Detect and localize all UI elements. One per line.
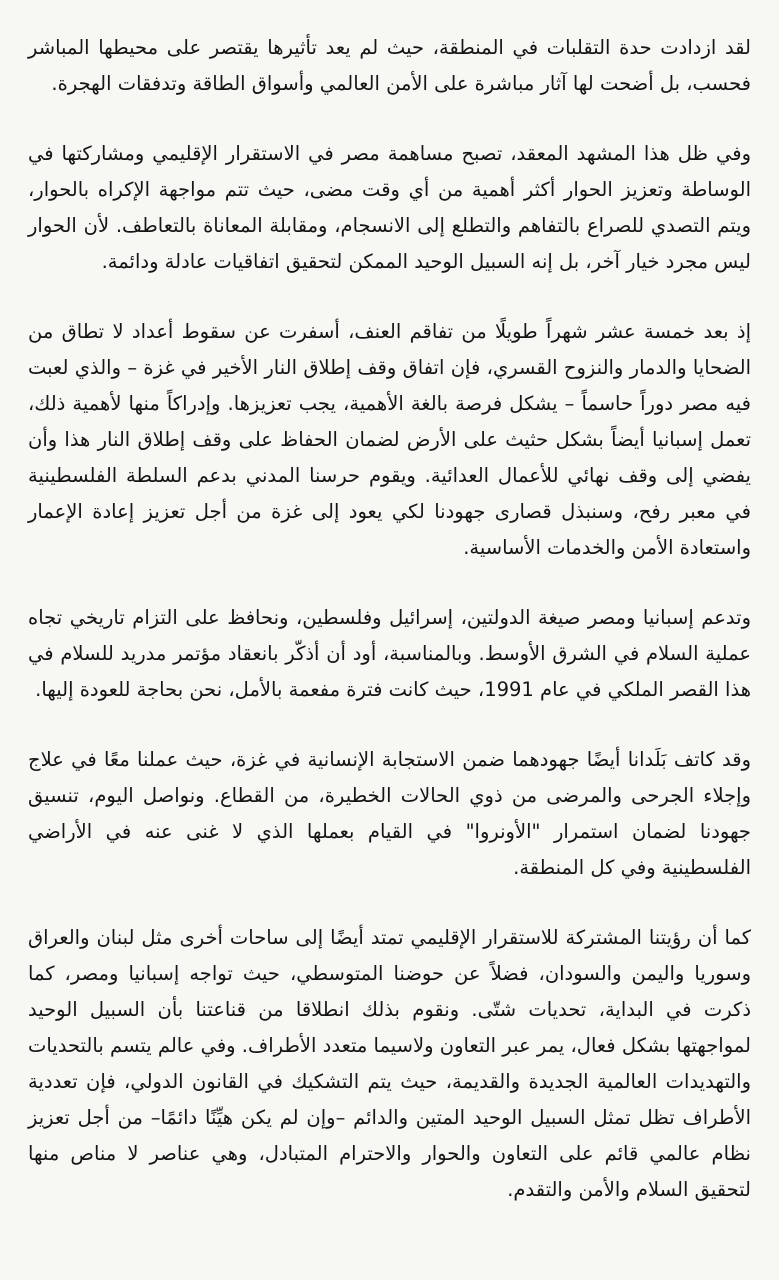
paragraph-volatility: لقد ازدادت حدة التقلبات في المنطقة، حيث لم يعد تأثيرها يقتصر على محيطها المباشر فحسب، بل أضحت لها آثار مباشرة على الأمن العالمي وأسواق الطاقة وتدفقات الهجرة. (28, 36, 751, 95)
paragraph-humanitarian: وقد كاتف بَلَدانا أيضًا جهودهما ضمن الاستجابة الإنسانية في غزة، حيث عملنا معًا في علاج وإجلاء الجرحى والمرضى من ذوي الحالات الخطيرة، من القطاع. ونواصل اليوم، تنسيق جهودنا لضمان استمرار "الأونروا" في القيام بعملها الذي لا غنى عنه في الأراضي الفلسطينية وفي كل المنطقة. (28, 748, 751, 879)
paragraph-multilateralism: كما أن رؤيتنا المشتركة للاستقرار الإقليمي تمتد أيضًا إلى ساحات أخرى مثل لبنان والعراق وسوريا واليمن والسودان، فضلاً عن حوضنا المتوسطي، حيث تواجه إسبانيا ومصر، كما ذكرت في البداية، تحديات شتّى. ونقوم بذلك انطلاقا من قناعتنا بأن السبيل الوحيد لمواجهتها بشكل فعال، يمر عبر التعاون ولاسيما متعدد الأطراف. وفي عالم يتسم بالتحديات والتهديدات العالمية الجديدة والقديمة، حيث يتم التشكيك في القانون الدولي، فإن تعددية الأطراف تظل تمثل السبيل الوحيد المتين والدائم –وإن لم يكن هيِّنًا دائمًا– من أجل تعزيز نظام عالمي قائم على التعاون والحوار والاحترام المتبادل، وهي عناصر لا مناص منها لتحقيق السلام والأمن والتقدم. (28, 926, 751, 1201)
document-page (28, 30, 751, 1260)
paragraph-egypt-dialogue: وفي ظل هذا المشهد المعقد، تصبح مساهمة مصر في الاستقرار الإقليمي ومشاركتها في الوساطة وتعزيز الحوار أكثر أهمية من أي وقت مضى، حيث تتم مواجهة الإكراه بالحوار، ويتم التصدي للصراع بالتفاهم والتطلع إلى الانسجام، ومقابلة المعاناة بالتعاطف. لأن الحوار ليس مجرد خيار آخر، بل إنه السبيل الوحيد الممكن لتحقيق اتفاقيات عادلة ودائمة. (28, 142, 751, 273)
paragraph-two-state: وتدعم إسبانيا ومصر صيغة الدولتين، إسرائيل وفلسطين، ونحافظ على التزام تاريخي تجاه عملية السلام في الشرق الأوسط. وبالمناسبة، أود أن أذكّر بانعقاد مؤتمر مدريد للسلام في هذا القصر الملكي في عام 1991، حيث كانت فترة مفعمة بالأمل، نحن بحاجة للعودة إليها. (28, 606, 751, 701)
paragraph-gaza-ceasefire: إذ بعد خمسة عشر شهراً طويلًا من تفاقم العنف، أسفرت عن سقوط أعداد لا تطاق من الضحايا والدمار والنزوح القسري، فإن اتفاق وقف إطلاق النار الأخير في غزة – والذي لعبت فيه مصر دوراً حاسماً – يشكل فرصة بالغة الأهمية، يجب تعزيزها. وإدراكاً منها لأهمية ذلك، تعمل إسبانيا أيضاً بشكل حثيث على الأرض لضمان الحفاظ على وقف إطلاق النار هذا وأن يفضي إلى وقف نهائي للأعمال العدائية. ويقوم حرسنا المدني بدعم السلطة الفلسطينية في معبر رفح، وسنبذل قصارى جهودنا لكي يعود إلى غزة من أجل تعزيز إعادة الإعمار واستعادة الأمن والخدمات الأساسية. (28, 320, 751, 559)
